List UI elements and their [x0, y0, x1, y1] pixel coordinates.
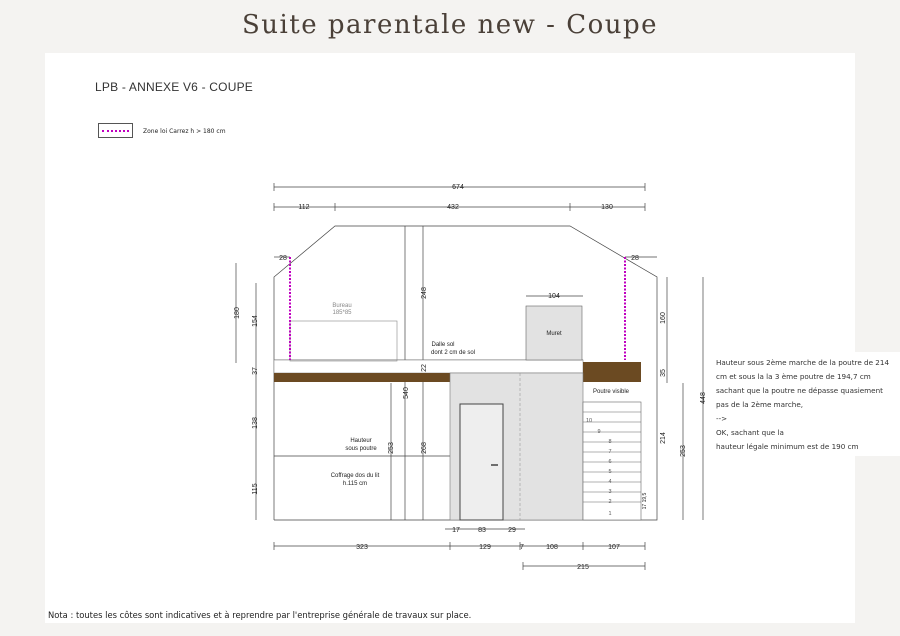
dim-bottom-83: 83 — [478, 527, 486, 534]
note-line-1: Hauteur sous 2ème marche de la poutre de 214 — [716, 358, 890, 367]
note-line-2: cm et sous la la 3 ème poutre de 194,7 cm — [716, 372, 871, 381]
note-line-7: hauteur légale minimum est de 190 cm — [716, 442, 859, 451]
dim-top-total: 674 — [452, 184, 464, 191]
dim-left-138: 138 — [252, 417, 259, 429]
dim-left-180: 180 — [234, 307, 241, 319]
dim-bottom-215: 215 — [577, 564, 589, 571]
dim-right-small: 17 19,5 — [642, 492, 648, 510]
stair-step-1: 1 — [608, 511, 612, 517]
floor-slab — [274, 360, 583, 373]
dim-right-214: 214 — [660, 432, 667, 444]
dim-v-540: 540 — [403, 387, 410, 399]
label-poutre-visible: Poutre visible — [592, 389, 630, 395]
dim-top-right: 130 — [601, 204, 613, 211]
annotation-note — [712, 352, 900, 456]
dim-left-154: 154 — [252, 315, 259, 327]
dim-v-268: 268 — [421, 442, 428, 454]
footnote: Nota : toutes les côtes sont indicatives et à reprendre par l'entreprise générale de travaux sur place. — [48, 610, 472, 620]
stair-step-5: 5 — [608, 469, 612, 475]
beam-left — [274, 373, 450, 382]
stair-step-3: 3 — [608, 489, 612, 495]
door — [460, 404, 503, 520]
label-hauteur-1: Hauteur — [350, 438, 372, 444]
stair-step-7: 7 — [608, 449, 612, 455]
drawing-sheet — [45, 53, 855, 623]
dim-right-253: 253 — [680, 445, 687, 457]
label-coffrage-2: h.115 cm — [342, 481, 368, 487]
dim-v-248: 248 — [421, 287, 428, 299]
dim-bottom-108: 108 — [546, 544, 558, 551]
label-dalle-1: Dalle sol — [431, 342, 455, 348]
dim-top-left: 112 — [298, 204, 310, 211]
dim-left-115: 115 — [252, 483, 259, 495]
stair-step-10: 10 — [585, 418, 593, 424]
stair-step-4: 4 — [608, 479, 612, 485]
label-hauteur-2: sous poutre — [345, 446, 377, 452]
note-line-4: pas de la 2ème marche, — [716, 400, 804, 409]
stair-step-9: 9 — [597, 429, 601, 435]
stair-step-2: 2 — [608, 499, 612, 505]
label-muret: Muret — [546, 331, 562, 337]
label-dalle-2: dont 2 cm de sol — [430, 350, 476, 356]
sheet-title: LPB - ANNEXE V6 - COUPE — [95, 80, 253, 94]
note-line-5: --> — [716, 414, 728, 423]
dim-top-mid: 432 — [447, 204, 459, 211]
label-bureau-size: 185*85 — [332, 310, 352, 316]
page-title: Suite parentale new - Coupe — [241, 10, 659, 40]
dim-left-37: 37 — [252, 367, 259, 375]
section-drawing — [45, 53, 855, 623]
dim-muret-width: 104 — [548, 293, 560, 300]
dim-bottom-7: 7 — [520, 544, 524, 551]
dim-v-22: 22 — [421, 364, 428, 372]
dim-bottom-129: 129 — [479, 544, 491, 551]
label-coffrage-1: Coffrage dos du lit — [330, 473, 380, 479]
stair-step-6: 6 — [608, 459, 612, 465]
note-line-6: OK, sachant que la — [716, 428, 784, 437]
label-bureau: Bureau — [332, 303, 352, 309]
dim-bottom-107: 107 — [608, 544, 620, 551]
dim-right-35: 35 — [660, 369, 667, 377]
stair-step-8: 8 — [608, 439, 612, 445]
dim-inner-left: 28 — [279, 255, 287, 262]
dim-bottom-29: 29 — [508, 527, 516, 534]
dim-bottom-17: 17 — [452, 527, 460, 534]
bureau-outline — [290, 321, 397, 361]
dim-right-448: 448 — [700, 392, 707, 404]
dim-inner-right: 28 — [631, 255, 639, 262]
dim-v-253-mid: 253 — [388, 442, 395, 454]
note-line-3: sachant que la poutre ne dépasse quasiement — [716, 386, 883, 395]
legend-label: Zone loi Carrez h > 180 cm — [143, 128, 226, 135]
beam-right — [583, 362, 641, 382]
dim-right-160: 160 — [660, 312, 667, 324]
dim-bottom-323: 323 — [356, 544, 368, 551]
